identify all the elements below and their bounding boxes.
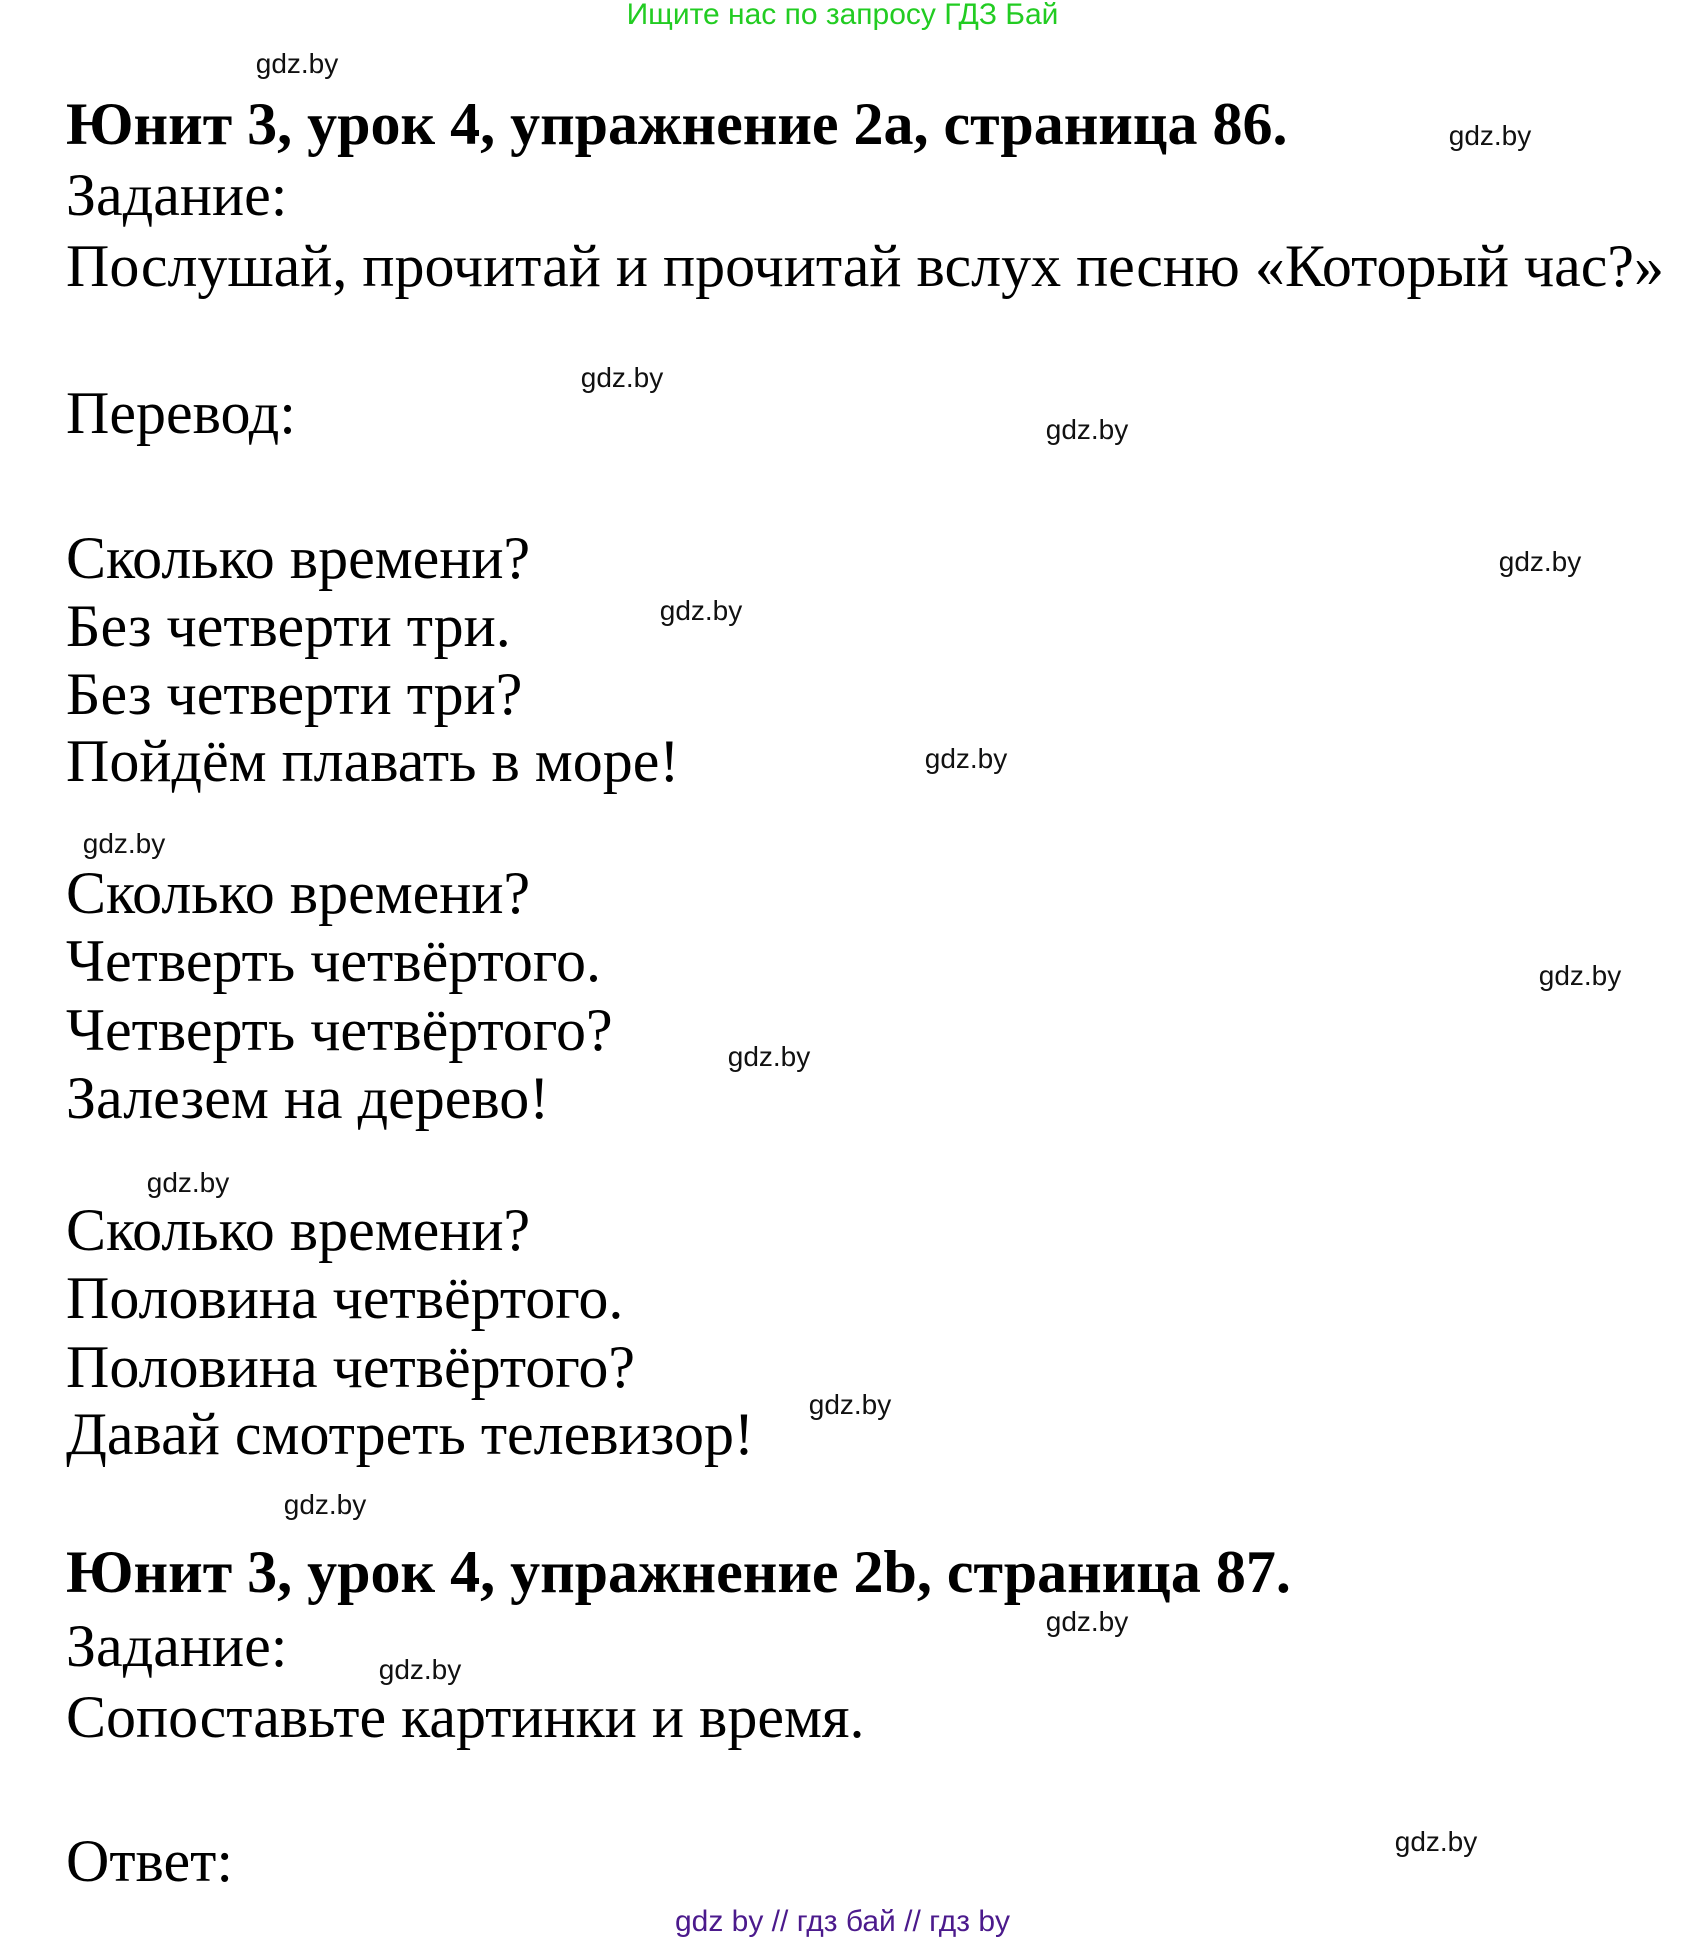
section2-title: Юнит 3, урок 4, упражнение 2b, страница 87. — [66, 1539, 1291, 1605]
watermark: gdz.by — [1045, 1606, 1129, 1637]
watermark: gdz.by — [1448, 120, 1532, 151]
verse-line: Давай смотреть телевизор! — [66, 1401, 755, 1467]
watermark: gdz.by — [1538, 960, 1622, 991]
watermark: gdz.by — [924, 743, 1008, 774]
watermark: gdz.by — [727, 1041, 811, 1072]
verse-line: Сколько времени? — [66, 860, 531, 926]
watermark: gdz.by — [580, 362, 664, 393]
verse-line: Половина четвёртого. — [66, 1265, 624, 1331]
section2-task-label: Задание: — [66, 1613, 288, 1679]
watermark: gdz.by — [659, 595, 743, 626]
watermark: gdz.by — [255, 48, 339, 79]
watermark: gdz.by — [283, 1489, 367, 1520]
watermark: gdz.by — [1394, 1826, 1478, 1857]
verse-line: Пойдём плавать в море! — [66, 728, 680, 794]
watermark: gdz.by — [808, 1389, 892, 1420]
search-banner: Ищите нас по запросу ГДЗ Бай — [626, 0, 1059, 31]
verse-line: Сколько времени? — [66, 525, 531, 591]
section1-title: Юнит 3, урок 4, упражнение 2a, страница 86. — [66, 91, 1288, 157]
section1-task-label: Задание: — [66, 162, 288, 228]
watermark: gdz.by — [82, 828, 166, 859]
verse-line: Четверть четвёртого. — [66, 928, 601, 994]
section1-task-text: Послушай, прочитай и прочитай вслух песню «Который час?» — [66, 233, 1665, 299]
watermark: gdz.by — [1498, 546, 1582, 577]
verse-line: Без четверти три? — [66, 661, 523, 727]
verse-line: Без четверти три. — [66, 593, 511, 659]
translation-label: Перевод: — [66, 380, 296, 446]
verse-line: Залезем на дерево! — [66, 1065, 550, 1131]
verse-line: Половина четвёртого? — [66, 1334, 636, 1400]
watermark: gdz.by — [146, 1167, 230, 1198]
answer-label: Ответ: — [66, 1828, 234, 1894]
footer-links: gdz by // гдз бай // гдз by — [674, 1905, 1011, 1938]
watermark: gdz.by — [378, 1654, 462, 1685]
verse-line: Сколько времени? — [66, 1197, 531, 1263]
verse-line: Четверть четвёртого? — [66, 997, 613, 1063]
section2-task-text: Сопоставьте картинки и время. — [66, 1684, 865, 1750]
watermark: gdz.by — [1045, 414, 1129, 445]
